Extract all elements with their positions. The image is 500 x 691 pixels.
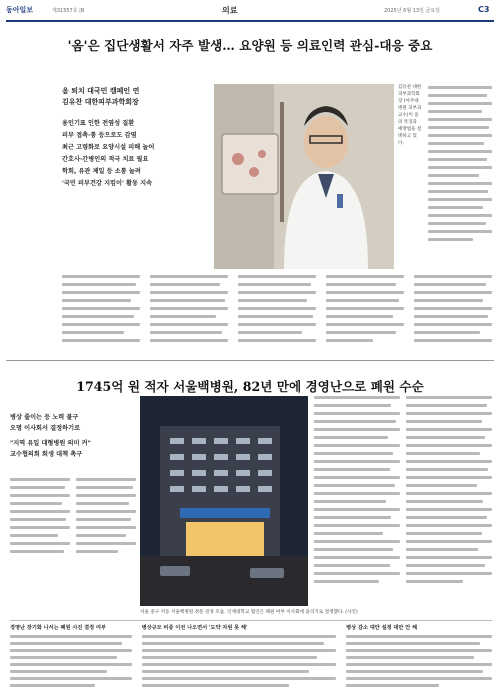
article2-photo (140, 396, 308, 606)
page-header (0, 0, 500, 22)
doctor-portrait-image (214, 84, 394, 269)
subhead: 병상 줄이는 등 노력 불구 (10, 414, 79, 421)
article2-headline: 1745억 원 적자 서울백병원, 82년 만에 경영난으로 폐원 수순 (76, 379, 424, 394)
section-title: 의료 (222, 6, 238, 15)
box-heading: 병상 감소 대안 설정 대만 안 해 (346, 625, 418, 631)
article1-right-column (428, 86, 492, 246)
body-column (150, 275, 228, 353)
article2-right-body (314, 396, 492, 588)
article2-photo-caption: 서울 중구 저동 서울백병원 정문 전경 모습. 인제대학교 법인은 폐원 여부 이사회에 올리기로 결정했다. (사진) (140, 610, 358, 615)
article2-lower-row (10, 624, 492, 691)
article1-headline: '옴'은 집단생활서 자주 발생… 요양원 등 의료인력 관심-대응 중요 (67, 38, 433, 53)
article1-body (62, 275, 492, 353)
header-rule (6, 20, 494, 22)
deck-line: 김유찬 대한피부과학회장 (62, 98, 139, 106)
subhead: 용인기표 인한 전염성 질환 (62, 120, 135, 127)
body-column (238, 275, 316, 353)
issue-number: 제31557호 |B (52, 8, 85, 14)
article2-subheads (10, 412, 130, 460)
subhead: 간호사·간병인의 적극 치료 필요 (62, 156, 149, 163)
subhead: 교수협의회 회생 대책 촉구 (10, 451, 83, 458)
article1-photo (214, 84, 394, 269)
box-heading: 경영난 장기화 나서는 폐원 사진 결정 여부 (10, 625, 107, 631)
subhead: "지역 유일 대형병원 의미 커" (10, 440, 91, 447)
subhead: 오명 이사회서 결정하기로 (10, 425, 81, 432)
lower-divider (10, 620, 492, 621)
article1-deck (62, 86, 202, 108)
article1-photo-caption: 김유찬 대한피부과학회장 (아주대병원 피부과 교수)이 옴의 특징과 예방법을 설명하고 있다. (398, 85, 422, 146)
article-divider (6, 360, 494, 361)
body-column (414, 275, 492, 353)
subhead: 피부 접촉·통 등으로도 감염 (62, 132, 137, 139)
box-heading: 병상규모 비중 이전 나오면서 '도약 자원 못 해' (141, 625, 248, 631)
newspaper-logo: 동아일보 (6, 6, 34, 14)
lower-column (10, 624, 132, 691)
body-column (62, 275, 140, 353)
subhead: '국민 피부건강 지킴이' 활동 지속 (62, 180, 153, 187)
issue-date: 2025년 6월 13일 금요일 (384, 8, 441, 14)
lower-column (346, 624, 492, 691)
body-column (406, 396, 492, 588)
page-number: C3 (478, 5, 490, 14)
body-column (314, 396, 400, 588)
body-column (326, 275, 404, 353)
lower-column (142, 624, 337, 691)
deck-line: 옴 퇴치 대국민 캠페인 연 (62, 87, 140, 95)
hospital-building-image (140, 396, 308, 606)
subhead: 학회, 유관 제일 등 소통 늘려 (62, 168, 141, 175)
article2-left-body (10, 478, 136, 558)
article1-subheads (62, 118, 212, 190)
subhead: 최근 고령화로 요양시설 피해 늘어 (62, 144, 155, 151)
